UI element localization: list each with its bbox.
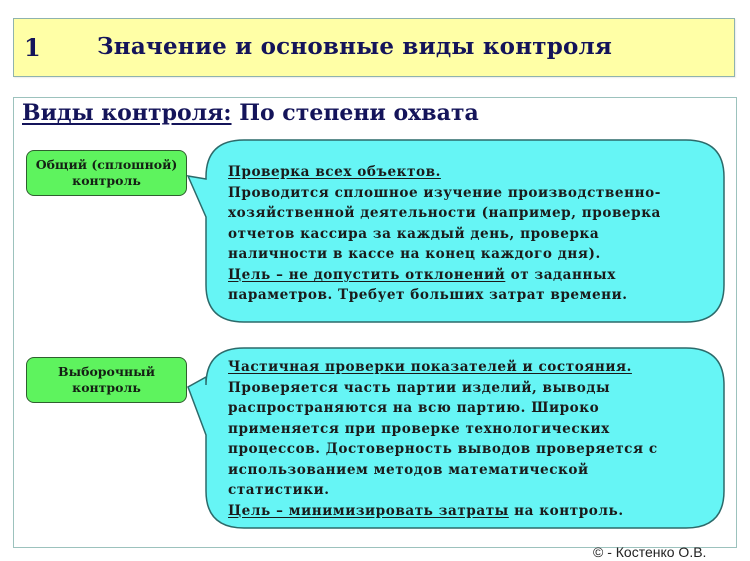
callout-line: распространяются на всю партию. Широко xyxy=(228,400,600,416)
callout-line: наличности в кассе на конец каждого дня). xyxy=(228,246,601,262)
callout-heading: Проверка всех объектов. xyxy=(228,164,441,180)
type-label-line1: Выборочный xyxy=(58,364,155,379)
callout-line: отчетов кассира за каждый день, проверка xyxy=(228,225,600,242)
description-callout-selective xyxy=(186,347,727,530)
callout-heading: Частичная проверки показателей и состояния. xyxy=(228,359,632,375)
goal-rest: от заданных xyxy=(505,266,616,283)
type-label-line2: контроль xyxy=(72,380,141,395)
type-label-line1: Общий (сплошной) xyxy=(35,157,178,172)
callout-line: статистики. xyxy=(228,482,330,498)
subtitle-title: По степени охвата xyxy=(231,100,479,126)
copyright-note: © - Костенко О.В. xyxy=(593,544,707,560)
page-title: Значение и основные виды контроля xyxy=(97,33,613,60)
callout-line: использованием методов математической xyxy=(228,461,589,478)
type-label-line2: контроль xyxy=(72,173,141,188)
callout-line: Проверяется часть партии изделий, выводы xyxy=(228,379,611,396)
callout-line: хозяйственной деятельности (например, проверка xyxy=(228,205,661,221)
callout-line: процессов. Достоверность выводов проверяется с xyxy=(228,441,658,457)
content-panel xyxy=(13,97,737,548)
header-banner xyxy=(13,18,735,77)
goal-rest: на контроль. xyxy=(508,502,624,519)
subtitle-label: Виды контроля: xyxy=(22,100,232,126)
section-number: 1 xyxy=(24,33,41,62)
control-type-box-selective xyxy=(26,357,187,403)
goal-underlined: Цель – минимизировать затраты xyxy=(228,502,509,519)
description-callout-general xyxy=(186,139,727,324)
section-subtitle xyxy=(22,100,479,126)
callout-line: Проводится сплошное изучение производственно- xyxy=(228,184,661,201)
goal-underlined: Цель – не допустить отклонений xyxy=(228,266,506,283)
callout-text-general xyxy=(228,162,661,306)
goal-line2: параметров. Требует больших затрат времени. xyxy=(228,287,628,303)
callout-text-selective xyxy=(228,357,658,521)
control-type-box-general xyxy=(26,150,187,196)
callout-line: применяется при проверке технологических xyxy=(228,420,610,437)
